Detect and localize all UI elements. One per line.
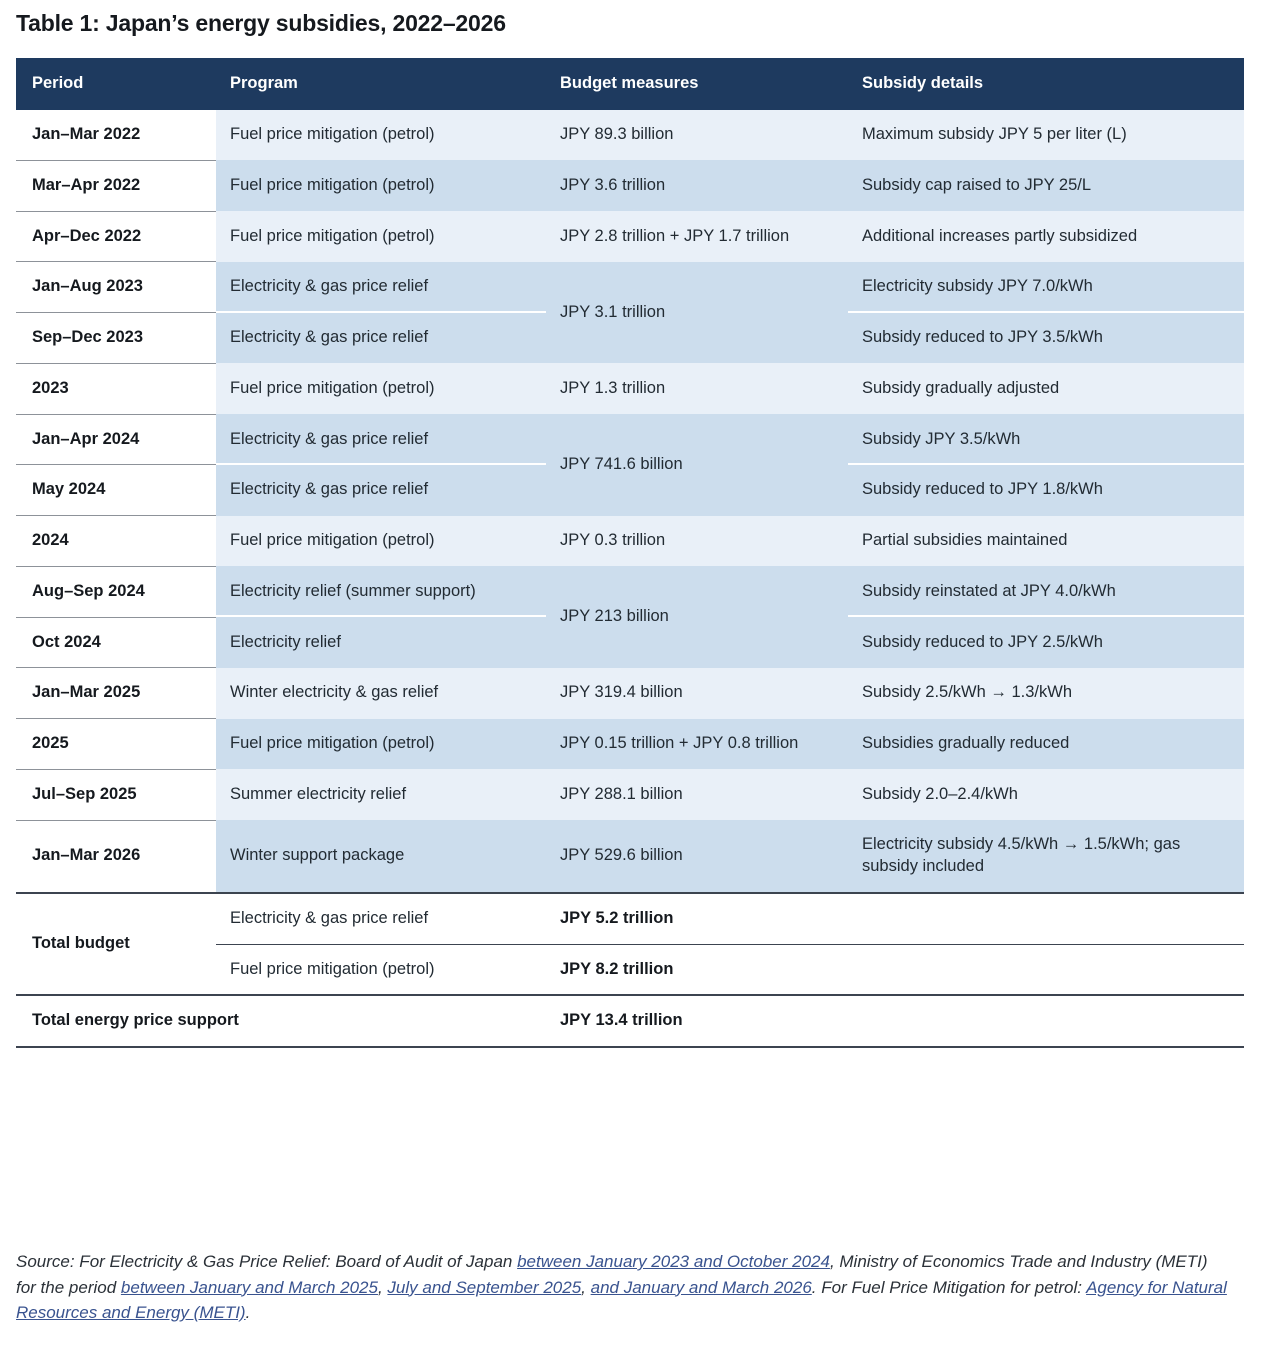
total-blank-cell [848, 995, 1244, 1047]
source-text-6: . [245, 1303, 251, 1322]
cell-program: Electricity & gas price relief [216, 465, 546, 516]
table-row [16, 719, 1244, 770]
column-header-program: Program [216, 58, 546, 110]
cell-details: Electricity subsidy 4.5/kWh → 1.5/kWh; gas subsidy included [848, 820, 1244, 893]
cell-budget-merged: JPY 213 billion [546, 566, 848, 668]
cell-budget: JPY 288.1 billion [546, 769, 848, 820]
source-text-5: . For Fuel Price Mitigation for petrol: [811, 1277, 1087, 1297]
cell-program: Electricity & gas price relief [216, 414, 546, 465]
table-row [16, 414, 1244, 465]
cell-program: Fuel price mitigation (petrol) [216, 516, 546, 567]
cell-details: Additional increases partly subsidized [848, 211, 1244, 262]
source-text-4: , [581, 1277, 591, 1297]
cell-budget: JPY 1.3 trillion [546, 363, 848, 414]
source-link-jan-mar-2026[interactable]: and January and March 2026 [590, 1277, 812, 1297]
cell-details: Electricity subsidy JPY 7.0/kWh [848, 262, 1244, 313]
cell-period: Apr–Dec 2022 [16, 211, 216, 262]
cell-period: 2023 [16, 363, 216, 414]
cell-period: Jul–Sep 2025 [16, 769, 216, 820]
cell-details: Subsidy cap raised to JPY 25/L [848, 160, 1244, 211]
source-text-2: , Ministry of Economics Trade and Industry (METI) for the period [16, 1252, 1208, 1297]
source-text-1: Source: For Electricity & Gas Price Relief: Board of Audit of Japan [16, 1252, 518, 1271]
total-budget-row-1 [16, 893, 1244, 944]
subsidy-table-container [16, 58, 1244, 1048]
cell-program: Winter support package [216, 820, 546, 893]
table-row [16, 668, 1244, 719]
header-row [16, 58, 1244, 110]
cell-program: Electricity relief (summer support) [216, 566, 546, 617]
cell-details: Subsidies gradually reduced [848, 719, 1244, 770]
table-row [16, 516, 1244, 567]
cell-period: Jan–Apr 2024 [16, 414, 216, 465]
cell-program: Fuel price mitigation (petrol) [216, 110, 546, 160]
cell-budget-merged: JPY 3.1 trillion [546, 262, 848, 364]
source-note [16, 1249, 1231, 1326]
cell-program: Winter electricity & gas relief [216, 668, 546, 719]
table-row [16, 769, 1244, 820]
table-row [16, 160, 1244, 211]
cell-period: Jan–Mar 2026 [16, 820, 216, 893]
table-row [16, 262, 1244, 313]
cell-program: Electricity & gas price relief [216, 262, 546, 313]
cell-details: Subsidy reduced to JPY 3.5/kWh [848, 313, 1244, 364]
table-row [16, 211, 1244, 262]
cell-period: Jan–Mar 2022 [16, 110, 216, 160]
total-blank-cell [848, 944, 1244, 995]
total-program-electricity: Electricity & gas price relief [216, 893, 546, 944]
source-link-anre-meti[interactable]: Agency for Natural Resources and Energy (METI) [16, 1277, 1227, 1322]
table-row [16, 566, 1244, 617]
cell-details: Subsidy reduced to JPY 1.8/kWh [848, 465, 1244, 516]
source-link-jul-sep-2025[interactable]: July and September 2025 [387, 1277, 582, 1297]
total-budget-label: Total budget [16, 893, 216, 996]
total-value-electricity: JPY 5.2 trillion [546, 893, 848, 944]
table-row [16, 363, 1244, 414]
cell-period: Sep–Dec 2023 [16, 313, 216, 364]
cell-period: Mar–Apr 2022 [16, 160, 216, 211]
cell-details: Subsidy gradually adjusted [848, 363, 1244, 414]
cell-program: Electricity & gas price relief [216, 313, 546, 364]
table-body [16, 110, 1244, 1047]
energy-subsidies-table [16, 58, 1244, 1048]
cell-period: Jan–Aug 2023 [16, 262, 216, 313]
cell-details: Subsidy 2.5/kWh → 1.3/kWh [848, 668, 1244, 719]
cell-details: Partial subsidies maintained [848, 516, 1244, 567]
cell-budget: JPY 0.3 trillion [546, 516, 848, 567]
page-title: Table 1: Japan’s energy subsidies, 2022–2026 [16, 10, 506, 36]
cell-details: Subsidy JPY 3.5/kWh [848, 414, 1244, 465]
cell-budget: JPY 319.4 billion [546, 668, 848, 719]
column-header-subsidy-details: Subsidy details [848, 58, 1244, 110]
table-header [16, 58, 1244, 110]
cell-period: Aug–Sep 2024 [16, 566, 216, 617]
cell-details: Subsidy reduced to JPY 2.5/kWh [848, 617, 1244, 668]
source-text-3: , [377, 1277, 388, 1297]
cell-period: Oct 2024 [16, 617, 216, 668]
table-row [16, 110, 1244, 160]
source-link-jan-mar-2025[interactable]: between January and March 2025 [120, 1277, 378, 1297]
cell-program: Fuel price mitigation (petrol) [216, 211, 546, 262]
cell-program: Electricity relief [216, 617, 546, 668]
cell-budget: JPY 3.6 trillion [546, 160, 848, 211]
grand-total-value: JPY 13.4 trillion [546, 995, 848, 1047]
grand-total-label: Total energy price support [16, 995, 546, 1047]
total-blank-cell [848, 893, 1244, 944]
cell-period: Jan–Mar 2025 [16, 668, 216, 719]
cell-budget: JPY 529.6 billion [546, 820, 848, 893]
table-row [16, 820, 1244, 893]
cell-details: Maximum subsidy JPY 5 per liter (L) [848, 110, 1244, 160]
cell-budget-merged: JPY 741.6 billion [546, 414, 848, 516]
cell-budget: JPY 89.3 billion [546, 110, 848, 160]
cell-budget: JPY 2.8 trillion + JPY 1.7 trillion [546, 211, 848, 262]
total-program-fuel: Fuel price mitigation (petrol) [216, 944, 546, 995]
cell-budget: JPY 0.15 trillion + JPY 0.8 trillion [546, 719, 848, 770]
source-link-board-of-audit[interactable]: between January 2023 and October 2024 [517, 1252, 830, 1271]
cell-program: Summer electricity relief [216, 769, 546, 820]
cell-period: 2024 [16, 516, 216, 567]
cell-period: May 2024 [16, 465, 216, 516]
column-header-budget-measures: Budget measures [546, 58, 848, 110]
cell-program: Fuel price mitigation (petrol) [216, 363, 546, 414]
cell-program: Fuel price mitigation (petrol) [216, 719, 546, 770]
cell-program: Fuel price mitigation (petrol) [216, 160, 546, 211]
column-header-period: Period [16, 58, 216, 110]
grand-total-row [16, 995, 1244, 1047]
cell-details: Subsidy 2.0–2.4/kWh [848, 769, 1244, 820]
cell-details: Subsidy reinstated at JPY 4.0/kWh [848, 566, 1244, 617]
total-value-fuel: JPY 8.2 trillion [546, 944, 848, 995]
cell-period: 2025 [16, 719, 216, 770]
